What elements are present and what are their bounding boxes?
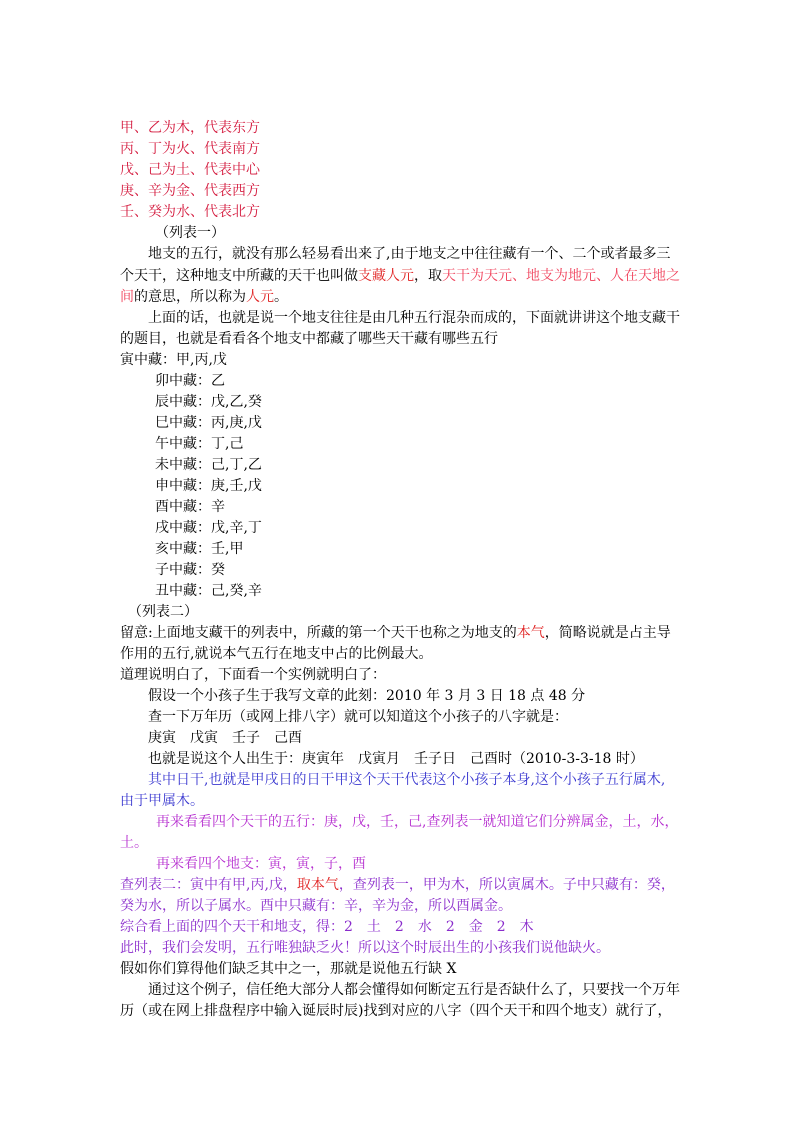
analysis-list2-2: 癸为水，所以子属水。酉中只藏有：辛，辛为金，所以酉属金。 xyxy=(120,898,512,914)
note-line-2: 作用的五行,就说本气五行在地支中占的比例最大。 xyxy=(120,646,433,662)
analysis-stems-1: 再来看看四个天干的五行：庚，戊，壬，己,查列表一就知道它们分辨属金，土，水， xyxy=(156,814,679,830)
analysis-summary: 综合看上面的四个天干和地支，得：2 土 2 水 2 金 2 木 xyxy=(120,919,534,935)
analysis-list2-1 xyxy=(0,875,794,895)
branch-line: 申中藏：庚,壬,戊 xyxy=(155,478,262,494)
para1-line-1 xyxy=(0,244,794,264)
closing-line-1: 假如你们算得他们缺乏其中之一，那就是说他五行缺 X xyxy=(120,961,457,977)
branch-line: 未中藏：己,丁,乙 xyxy=(155,457,262,473)
analysis-text: 查列表二：寅中有甲,丙,戊， xyxy=(120,877,297,893)
stem-line-3: 戊、己为土、代表中心 xyxy=(120,162,260,178)
analysis-text: ，查列表一，甲为木，所以寅属木。子中只藏有：癸， xyxy=(338,877,675,893)
closing-line-3: 历（或在网上排盘程序中输入诞辰时辰)找到对应的八字（四个天干和四个地支）就行了， xyxy=(120,1003,672,1019)
analysis-conclusion: 此时，我们会发明，五行唯独缺乏火！所以这个时辰出生的小孩我们说他缺火。 xyxy=(120,940,610,956)
term-tianyuan-diyuan: 天干为天元、地支为地元、人在天地之 xyxy=(442,268,680,284)
branch-line: 酉中藏：辛 xyxy=(155,499,225,515)
para2-line-2: 的题目，也就是看看各个地支中都藏了哪些天干藏有哪些五行 xyxy=(120,331,498,347)
para1-line-2 xyxy=(0,266,794,286)
note-line-1 xyxy=(0,623,794,643)
para1-line-3 xyxy=(0,287,794,307)
example-intro: 道理说明白了，下面看一个实例就明白了： xyxy=(120,667,386,683)
para2-line-1: 上面的话，也就是说一个地支往往是由几种五行混杂而成的，下面就讲讲这个地支藏干 xyxy=(148,310,680,326)
term-zhicang-renyuan: 支藏人元 xyxy=(358,268,414,284)
term-benqi: 本气 xyxy=(516,625,545,641)
term-renyuan: 人元 xyxy=(246,289,274,305)
example-birth: 假设一个小孩子生于我写文章的此刻：2010 年 3 月 3 日 18 点 48 分 xyxy=(148,688,586,704)
stem-line-5: 壬、癸为水、代表北方 xyxy=(120,204,260,220)
analysis-stems-2: 土。 xyxy=(120,835,148,851)
branch-line: 亥中藏：壬,甲 xyxy=(155,541,244,557)
closing-line-2: 通过这个例子，信任绝大部分人都会懂得如何断定五行是否缺什么了，只要找一个万年 xyxy=(148,982,680,998)
para1-text: 个天干，这种地支中所藏的天干也叫做 xyxy=(120,268,358,284)
para1-text: 的意思，所以称为 xyxy=(134,289,246,305)
para1-text: ，取 xyxy=(414,268,442,284)
para1-text: 地支的五行，就没有那么轻易看出来了,由于地支之中往往藏有一个、二个或者最多三 xyxy=(148,246,671,262)
branch-line-yin: 寅中藏：甲,丙,戊 xyxy=(120,352,227,368)
branch-line: 午中藏：丁,己 xyxy=(155,436,244,452)
branch-line: 辰中藏：戊,乙,癸 xyxy=(155,394,262,410)
analysis-day-stem-2: 由于甲属木。 xyxy=(120,793,204,809)
branch-line: 子中藏：癸 xyxy=(155,562,225,578)
term-continued: 间 xyxy=(120,289,134,305)
note-text: ，简略说就是占主导 xyxy=(544,625,671,641)
branch-line: 丑中藏：己,癸,辛 xyxy=(155,583,262,599)
para1-text: 。 xyxy=(274,289,288,305)
branch-line: 戌中藏：戊,辛,丁 xyxy=(155,520,262,536)
branch-line: 卯中藏：乙 xyxy=(155,373,225,389)
list1-caption: （列表一） xyxy=(155,225,225,241)
stem-line-4: 庚、辛为金、代表西方 xyxy=(120,183,260,199)
example-lookup: 查一下万年历（或网上排八字）就可以知道这个小孩子的八字就是： xyxy=(148,709,568,725)
stem-line-1: 甲、乙为木，代表东方 xyxy=(120,120,260,136)
list2-caption: （列表二） xyxy=(128,604,198,620)
analysis-day-stem-1: 其中日干,也就是甲戌日的日干甲这个天干代表这个小孩子本身,这个小孩子五行属木, xyxy=(148,772,666,788)
term-qu-benqi: 取本气 xyxy=(296,877,339,893)
stem-line-2: 丙、丁为火、代表南方 xyxy=(120,141,260,157)
analysis-branches: 再来看四个地支：寅，寅，子，酉 xyxy=(156,856,366,872)
note-text: 留意:上面地支藏干的列表中，所藏的第一个天干也称之为地支的 xyxy=(120,625,517,641)
example-explain: 也就是说这个人出生于：庚寅年 戊寅月 壬子日 己酉时（2010-3-3-18 时） xyxy=(148,751,644,767)
branch-line: 巳中藏：丙,庚,戊 xyxy=(155,415,262,431)
example-bazi: 庚寅 戊寅 壬子 己酉 xyxy=(148,730,302,746)
